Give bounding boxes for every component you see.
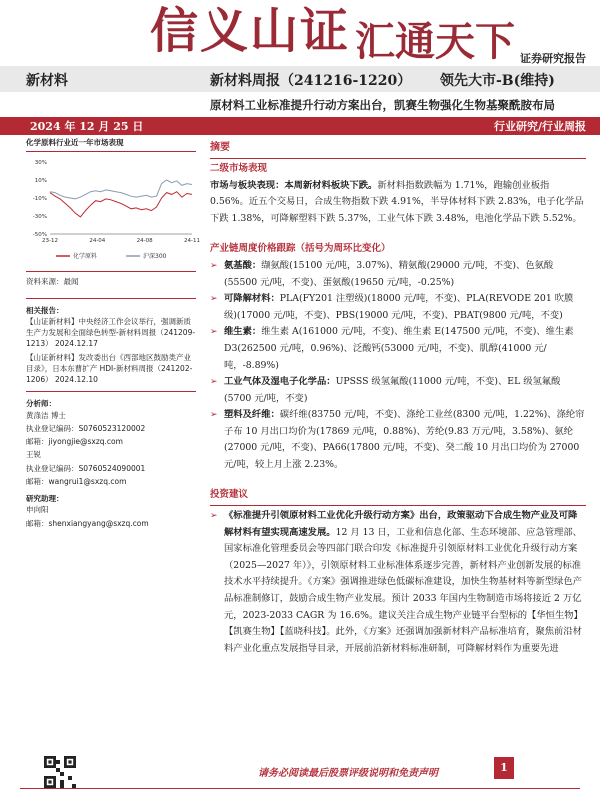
market-heading: 二级市场表现 bbox=[210, 162, 268, 174]
y-tick-label: 30% bbox=[34, 160, 47, 167]
arrow-icon: ➢ bbox=[210, 327, 218, 338]
report-subtitle: 原材料工业标准提升行动方案出台，凯赛生物强化生物基聚酰胺布局 bbox=[210, 98, 555, 112]
banner-slogan-b: 汇通天下 bbox=[355, 18, 515, 65]
analyst-email[interactable]: 邮箱：wangrui1@sxzq.com bbox=[26, 476, 127, 486]
x-tick-label: 24-04 bbox=[89, 238, 106, 245]
divider bbox=[210, 158, 586, 159]
arrow-icon: ➢ bbox=[210, 261, 218, 272]
divider bbox=[26, 271, 196, 272]
invest-paragraph: ➢ 《标准提升引领原材料工业优化升级行动方案》出台，政策驱动下合成生物产业及可降解材料有望实现高速发展。12 月 13 日，工业和信息化部、生态环境部、应急管理部、国家标准化管理委员会等四部门联合印发《标准提升引领原材料工业优化升级行动方案（2025—2027 年）》，引领原材料工业标准体系逐步完善，新材料产业创新发展的标准技术水平持续提升。《方案》强调推进绿色低碳标准建设，加快生物基材料等新型绿色产品标准制修订，鼓励合成生物产业发展。预计 2033 年国内生物制造市场将接近 2 万亿元，2023-2033 CAGR 为 16.6%。建议关注合成生物产业链平台型标的【华恒生物】【凯赛生物】【蓝晓科技】。此外，《方案》还强调加强新材料产品标准培育，聚焦前沿材料产业化重点发展指导目录，开展前沿新材料标准研制，可降解材料作为重要先进 bbox=[210, 510, 583, 654]
chart-title: 化学原料行业近一年市场表现 bbox=[26, 138, 124, 147]
report-date: 2024 年 12 月 25 日 bbox=[30, 120, 144, 133]
arrow-icon: ➢ bbox=[210, 377, 218, 388]
arrow-icon: ➢ bbox=[210, 511, 218, 522]
legend-label: 沪深300 bbox=[143, 253, 167, 261]
x-tick-label: 24-08 bbox=[136, 238, 153, 245]
footer-rule bbox=[20, 788, 580, 789]
assistant-title: 研究助理： bbox=[26, 494, 64, 503]
divider bbox=[26, 298, 196, 299]
price-heading: 产业链周度价格跟踪（括号为周环比变化） bbox=[210, 243, 391, 255]
market-performance-chart bbox=[26, 156, 200, 268]
y-tick-label: -50% bbox=[32, 232, 47, 239]
analyst-name: 王锐 bbox=[26, 450, 41, 460]
market-paragraph: 市场与板块表现：本周新材料板块下跌。新材料指数跌幅为 1.71%，跑输创业板指 0.56%。近五个交易日，合成生物指数下跌 4.91%，半导体材料下跌 2.83%，电子化学品下跌 1.38%，可降解塑料下跌 5.37%，工业气体下跌 3.48%，电池化学品下跌 5.52%。 bbox=[210, 179, 584, 224]
document-type: 证券研究报告 bbox=[520, 52, 586, 65]
price-item-gas: ➢ 工业气体及湿电子化学品：UPSSS 级氢氟酸(11000 元/吨，不变)、EL 级氢氟酸(5700 元/吨，不变) bbox=[210, 376, 561, 404]
rating-label: 领先大市-B(维持) bbox=[440, 73, 555, 89]
footer bbox=[0, 752, 600, 800]
price-item-vitamin: ➢ 维生素：维生素 A(161000 元/吨，不变)、维生素 E(147500 元/吨，不变)、维生素 D3(262500 元/吨，0.96%)、泛酸钙(53000 元/吨，不变)、肌醇(41000 元/吨，-8.89%) bbox=[210, 326, 574, 371]
y-tick-label: -30% bbox=[32, 214, 47, 221]
qr-code-icon bbox=[44, 756, 76, 788]
disclaimer[interactable]: 请务必阅读最后股票评级说明和免责声明 bbox=[258, 768, 438, 779]
invest-heading: 投资建议 bbox=[210, 489, 249, 501]
related-reports-title: 相关报告： bbox=[26, 305, 64, 315]
analysts-title: 分析师： bbox=[26, 399, 56, 409]
analyst-cert: 执业登记编码：S0760523120002 bbox=[26, 423, 146, 433]
divider bbox=[26, 391, 196, 392]
price-item-degradable: ➢ 可降解材料：PLA(FY201 注塑级)(18000 元/吨，不变)、PLA(REVODE 201 吹膜级)(17000 元/吨，不变)、PBS(19000 元/吨，不变)、PBAT(9800 元/吨，不变) bbox=[210, 293, 574, 321]
sidebar bbox=[26, 137, 200, 531]
abstract-heading: 摘要 bbox=[210, 142, 230, 153]
y-tick-label: 10% bbox=[34, 178, 47, 185]
y-tick-label: -10% bbox=[32, 196, 47, 203]
series-line-1 bbox=[50, 192, 192, 217]
related-report-1[interactable]: 【山证新材料】中央经济工作会议举行，强调新质生产力发展和全面绿色转型-新材料周报（241209-1213） 2024.12.17 bbox=[26, 316, 196, 349]
assistant-name: 申向阳 bbox=[26, 505, 49, 515]
related-report-2[interactable]: 【山证新材料】发改委出台《西部地区鼓励类产业目录》，日本东曹扩产 HDI-新材料周报（241202-1206） 2024.12.10 bbox=[26, 352, 193, 384]
analyst-cert: 执业登记编码：S0760524090001 bbox=[26, 463, 146, 473]
chart-source: 资料来源：最闻 bbox=[26, 277, 79, 287]
header-banner bbox=[0, 0, 600, 68]
arrow-icon: ➢ bbox=[210, 410, 218, 421]
divider bbox=[210, 505, 586, 506]
report-title: 新材料周报（241216-1220） bbox=[210, 73, 412, 89]
page-number: 1 bbox=[494, 757, 514, 779]
sector-label: 新材料 bbox=[26, 73, 68, 89]
price-item-plastic: ➢ 塑料及纤维：碳纤维(83750 元/吨，不变)、涤纶工业丝(8300 元/吨，1.22%)、涤纶帘子布 10 月出口均价为(17869 元/吨，0.88%)、芳纶(9.83 万元/吨，3.58%)、氨纶(27000 元/吨，不变)、PA66(17800 元/吨，不变)、癸二酸 10 月出口均价为 27000 元/吨，较上月上涨 2.23%。 bbox=[210, 409, 585, 470]
x-tick-label: 24-11 bbox=[184, 238, 200, 245]
divider bbox=[26, 151, 196, 152]
assistant-email[interactable]: 邮箱：shenxiangyang@sxzq.com bbox=[26, 518, 149, 528]
main-content bbox=[210, 137, 586, 657]
x-tick-label: 23-12 bbox=[42, 238, 58, 245]
analyst-name: 黄涤洁 博士 bbox=[26, 410, 66, 420]
arrow-icon: ➢ bbox=[210, 294, 218, 305]
banner-slogan-a: 信义山证 bbox=[150, 3, 351, 59]
series-line-2 bbox=[50, 180, 192, 199]
legend-label: 化学原料 bbox=[73, 253, 98, 261]
analyst-email[interactable]: 邮箱：jiyongjie@sxzq.com bbox=[26, 437, 123, 446]
price-item-amino: ➢ 氨基酸：缬氨酸(15100 元/吨，3.07%)、精氨酸(29000 元/吨，不变)、色氨酸(55500 元/吨，不变)、蛋氨酸(19650 元/吨，-0.25%) bbox=[210, 260, 554, 288]
report-category: 行业研究/行业周报 bbox=[493, 120, 586, 133]
